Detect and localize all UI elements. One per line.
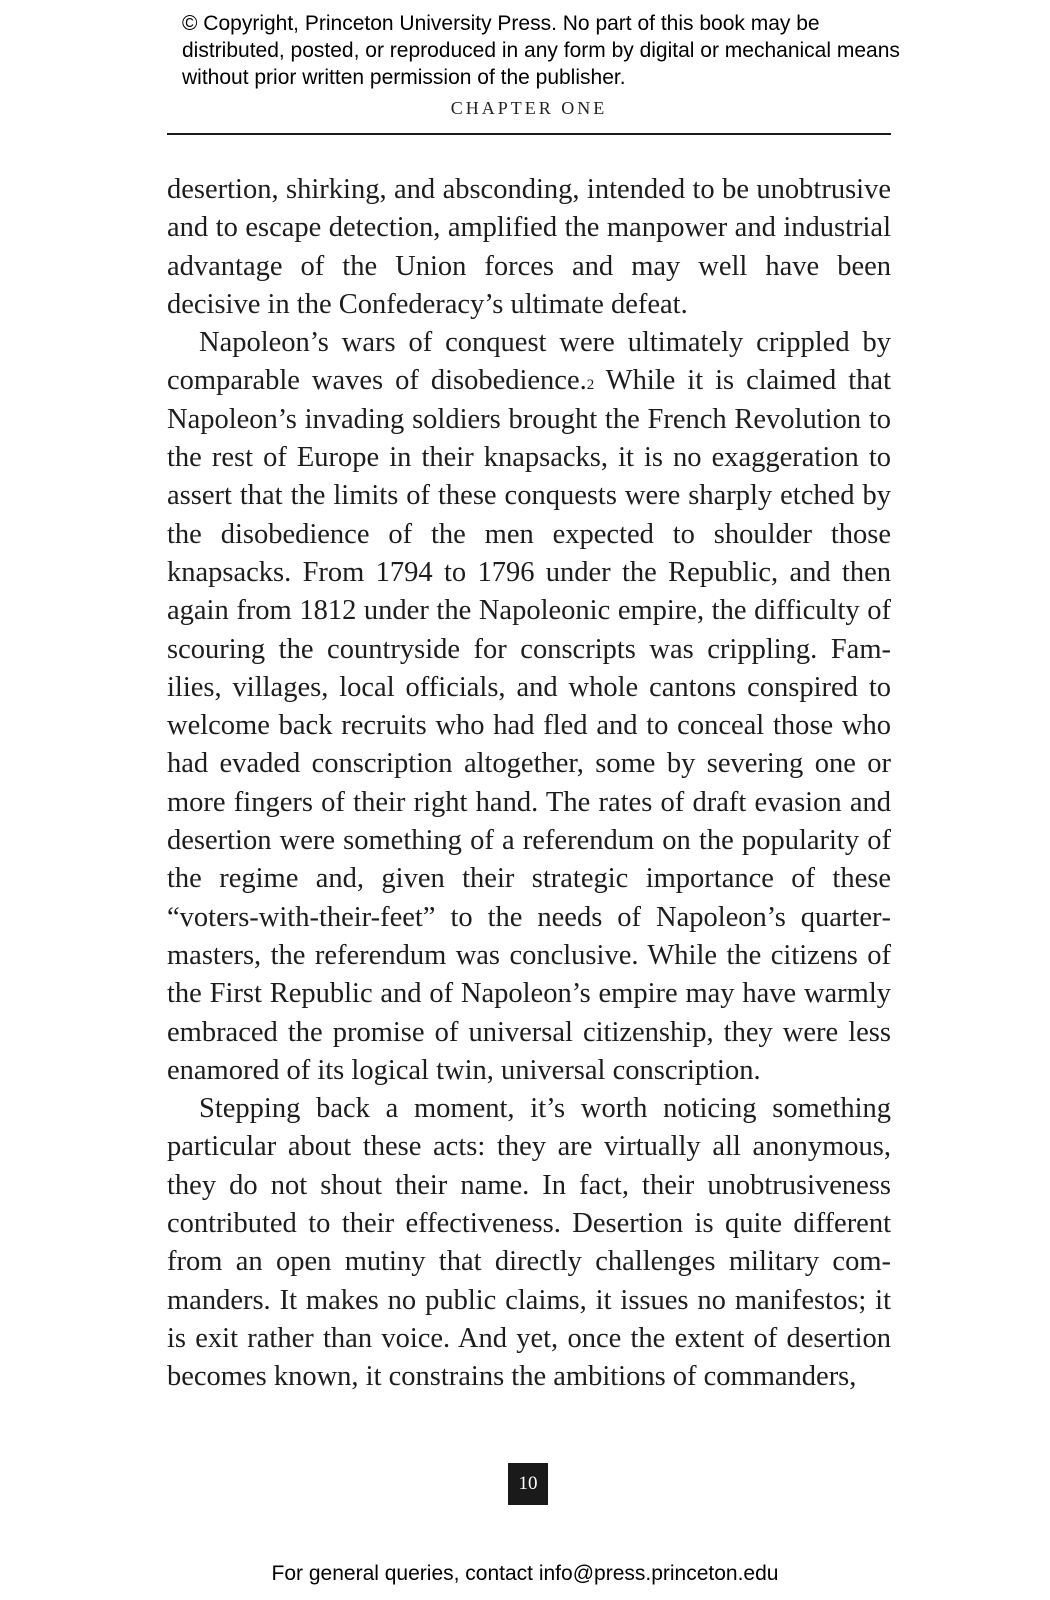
copyright-notice: © Copyright, Princeton University Press. No part of this book may be distributed, posted, or reproduced in any form by digital or mechanical means without prior written permission of the publisher. xyxy=(182,12,900,89)
footnote-reference[interactable]: 2 xyxy=(586,377,595,394)
paragraph-3: Stepping back a moment, it’s worth noticing something particular about these acts: they are virtually all anonymous, they do not shout their name. In fact, their unobtrusiveness contributed to their effectiveness. Desertion is quite different from an open mutiny that directly challenges military commanders. It makes no public claims, it issues no manifestos; it is exit rather than voice. And yet, once the extent of desertion becomes known, it constrains the ambitions of commanders, xyxy=(167,1093,891,1393)
paragraph-2 xyxy=(167,324,891,1090)
header-rule xyxy=(167,133,891,135)
main-text xyxy=(167,171,891,1397)
paragraph-2-text-end: While it is claimed that Napoleon’s invading soldiers brought the French Revolution to the rest of Europe in their knapsacks, it is no exaggeration to assert that the limits of these conquests were sharply etched by the disobedience of the men expected to shoulder those knapsacks. From 1794 to 1796 under the Republic, and then again from 1812 under the Napoleonic empire, the difficulty of scouring the countryside for conscripts was crippling. Families, villages, local officials, and whole cantons conspired to welcome back recruits who had fled and to conceal those who had evaded conscription altogether, some by severing one or more fingers of their right hand. The rates of draft evasion and desertion were something of a referendum on the popularity of the regime and, given their strategic importance of these “voters-with-their-feet” to the needs of Napoleon’s quartermasters, the referendum was conclusive. While the citizens of the First Republic and of Napoleon’s empire may have warmly embraced the promise of universal citizenship, they were less enamored of its logical twin, universal conscription. xyxy=(167,365,891,1086)
paragraph-1: desertion, shirking, and absconding, intended to be unobtrusive and to escape detection, amplified the manpower and industrial advantage of the Union forces and may well have been decisive in the Confederacy’s ultimate defeat. xyxy=(167,174,891,320)
contact-line: For general queries, contact info@press.princeton.edu xyxy=(271,1562,779,1585)
running-header-chapter: CHAPTER ONE xyxy=(450,98,608,118)
page-number: 10 xyxy=(508,1463,548,1505)
paragraph-2-text-start: Napoleon’s wars of conquest were ultimately crippled by comparable waves of disobedience. xyxy=(167,327,891,397)
